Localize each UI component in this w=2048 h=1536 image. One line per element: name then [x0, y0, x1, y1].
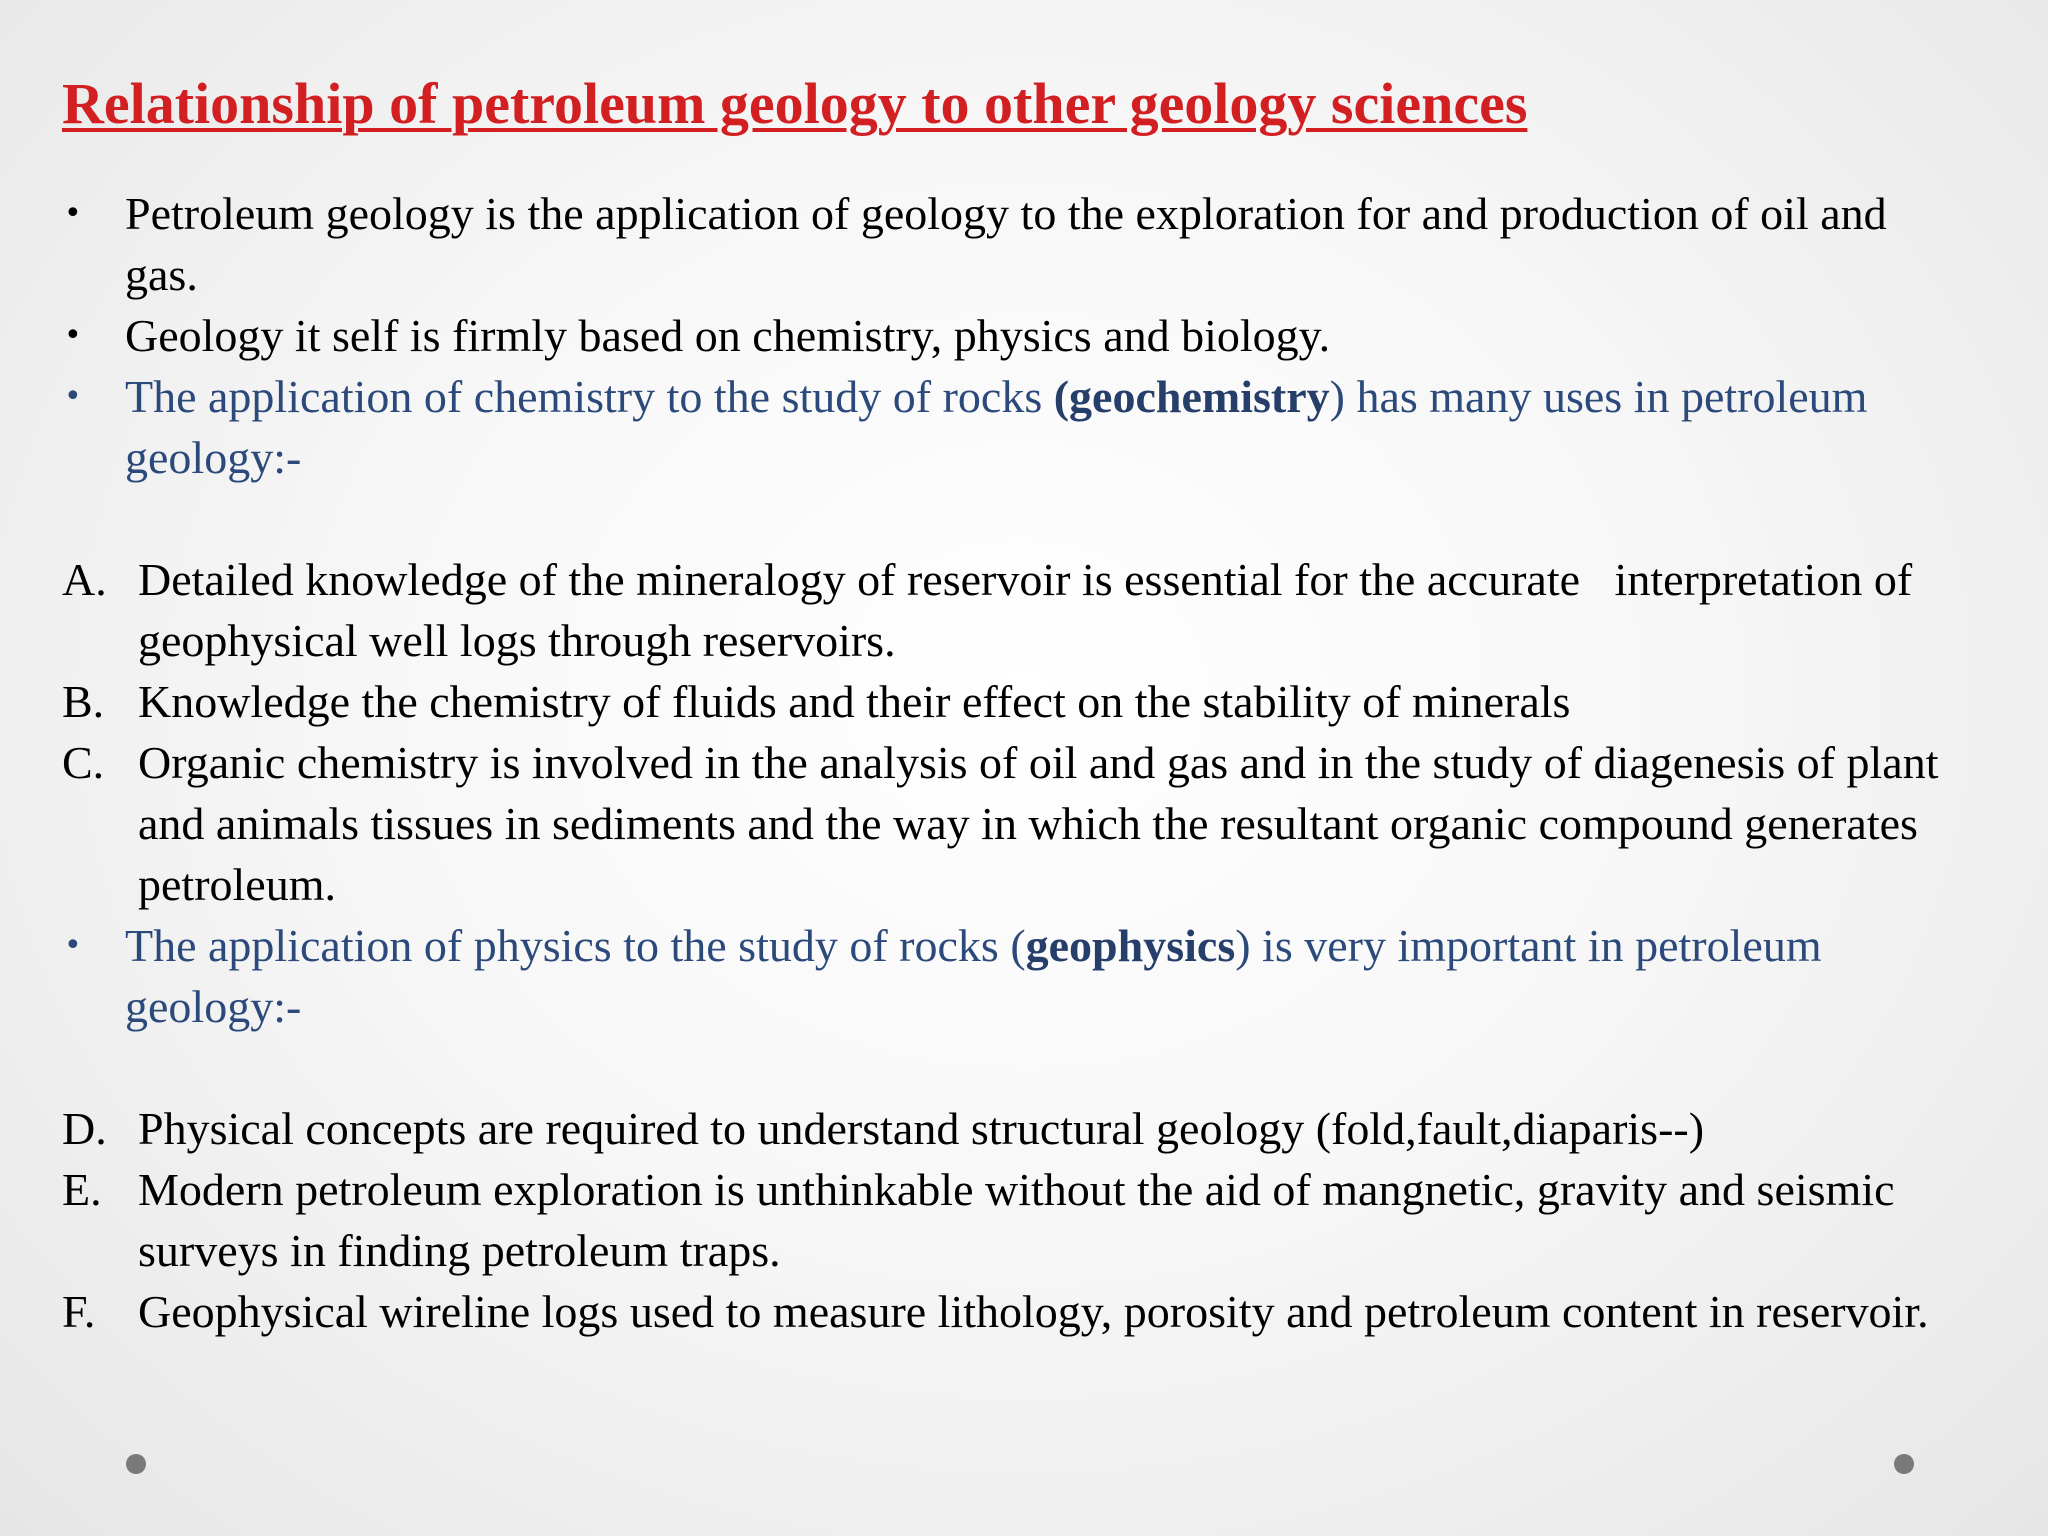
- list-text: Physical concepts are required to understand structural geology (fold,fault,diaparis--): [138, 1103, 1705, 1154]
- list-text: Modern petroleum exploration is unthinkable without the aid of mangnetic, gravity and seismic surveys in finding petroleum traps.: [138, 1164, 1895, 1276]
- list-marker: F.: [62, 1286, 96, 1337]
- bullet-text: [125, 366, 1962, 488]
- list-item: [62, 1098, 1962, 1159]
- list-item: [62, 1281, 1962, 1342]
- keyword-geochemistry: geochemistry: [1069, 371, 1330, 422]
- bullet-item: [62, 183, 1962, 305]
- list-marker: A.: [62, 554, 107, 605]
- bullet-item: [62, 305, 1962, 366]
- bullet-marker: •: [64, 379, 82, 414]
- list-item: [62, 1159, 1962, 1281]
- text-fragment: The application of physics to the study of rocks (: [125, 920, 1026, 971]
- keyword-geophysics: geophysics: [1025, 920, 1236, 971]
- text-fragment: ) has many uses in petroleum geology:-: [125, 371, 1868, 483]
- decorative-dot-left: [126, 1454, 146, 1474]
- list-text: Geophysical wireline logs used to measure lithology, porosity and petroleum content in reservoir.: [138, 1286, 1929, 1337]
- list-text: Detailed knowledge of the mineralogy of reservoir is essential for the accurate interpretation of geophysical well logs through reservoirs.: [138, 554, 1924, 666]
- spacer: [62, 1037, 1962, 1098]
- list-item: [62, 549, 1962, 671]
- bullet-item-geochemistry: [62, 366, 1962, 488]
- list-marker: B.: [62, 676, 105, 727]
- text-fragment: The application of chemistry to the study of rocks: [125, 371, 1054, 422]
- decorative-dot-right: [1894, 1454, 1914, 1474]
- list-marker: C.: [62, 737, 105, 788]
- text-fragment: (: [1053, 371, 1070, 422]
- spacer: [62, 488, 1962, 549]
- text-fragment: ) is very important in petroleum geology:-: [125, 920, 1822, 1032]
- list-text: Organic chemistry is involved in the analysis of oil and gas and in the study of diagenesis of plant and animals tissues in sediments and the way in which the resultant organic compound generates petroleum.: [138, 737, 1939, 910]
- bullet-marker: •: [64, 928, 82, 963]
- list-item: [62, 671, 1962, 732]
- list-text: Knowledge the chemistry of fluids and their effect on the stability of minerals: [138, 676, 1571, 727]
- bullet-text: Geology it self is firmly based on chemistry, physics and biology.: [125, 310, 1331, 361]
- slide-title: Relationship of petroleum geology to other geology sciences: [62, 71, 1528, 136]
- bullet-item-geophysics: [62, 915, 1962, 1037]
- bullet-text: [125, 915, 1962, 1037]
- bullet-marker: •: [64, 196, 82, 231]
- list-item: [62, 732, 1962, 915]
- slide-body: [62, 183, 1962, 1342]
- bullet-marker: •: [64, 318, 82, 353]
- list-marker: E.: [62, 1164, 102, 1215]
- bullet-text: Petroleum geology is the application of geology to the exploration for and production of oil and gas.: [125, 188, 1887, 300]
- list-marker: D.: [62, 1103, 107, 1154]
